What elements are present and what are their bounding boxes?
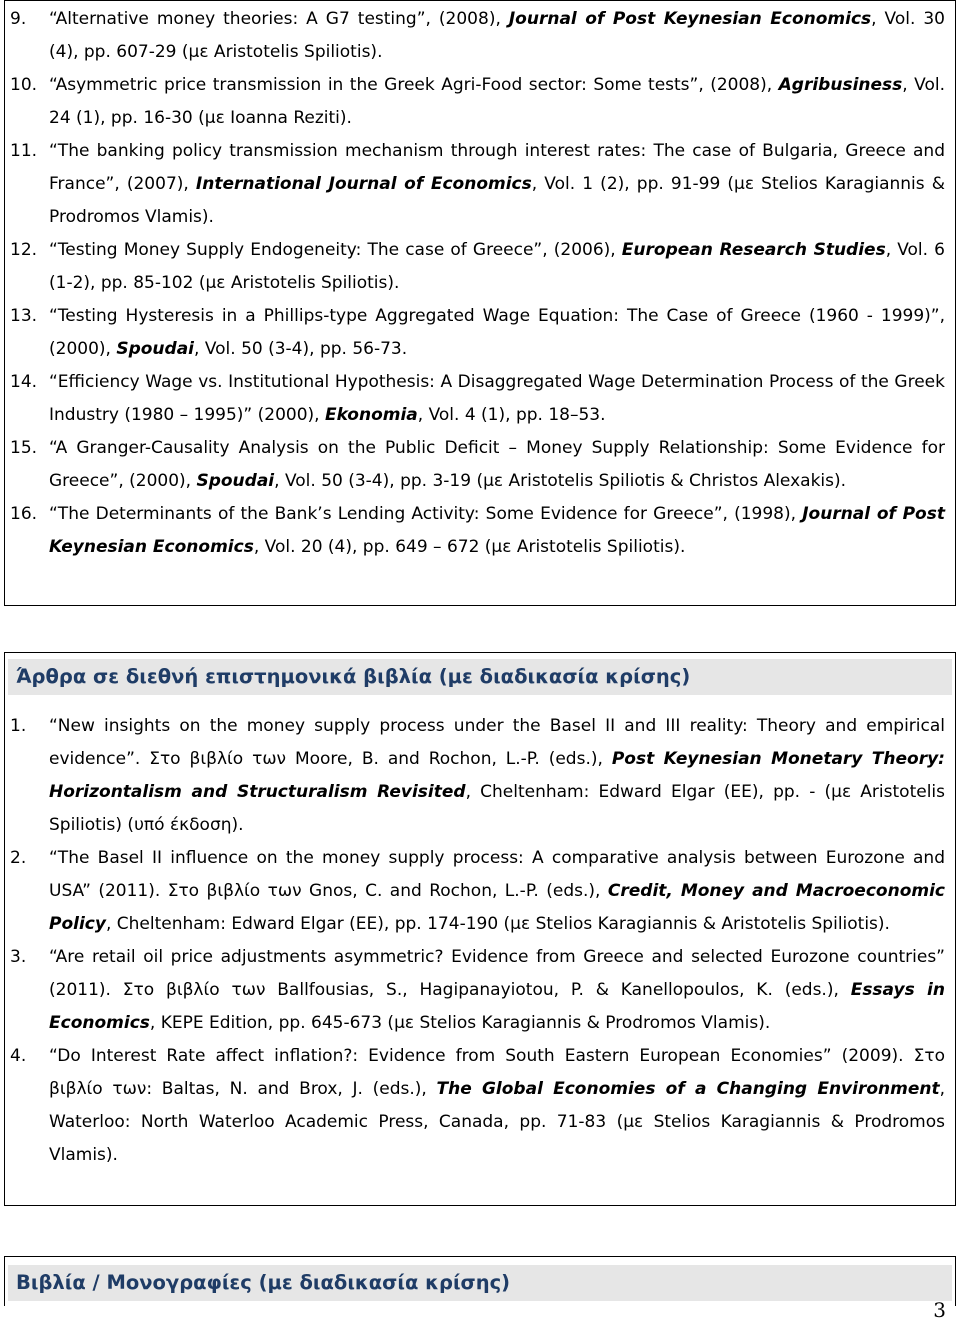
reference-details: , Vol. 30 (4), pp. 607-29 (με Aristotelis Spiliotis). — [49, 9, 946, 62]
reference-number: 15. — [10, 438, 38, 458]
reference-number: 11. — [10, 141, 38, 161]
reference-item — [5, 366, 955, 432]
reference-text: “Testing Money Supply Endogeneity: The case of Greece”, (2006), — [49, 240, 622, 260]
reference-details: , Vol. 24 (1), pp. 16-30 (με Ioanna Reziti). — [49, 75, 945, 128]
journal-articles-list — [5, 3, 955, 564]
reference-number: 12. — [10, 240, 38, 260]
reference-item — [5, 3, 955, 69]
reference-book-title: The Global Economies of a Changing Environment — [436, 1079, 940, 1099]
reference-text: “Asymmetric price transmission in the Greek Agri-Food sector: Some tests”, (2008), — [49, 75, 779, 95]
journal-articles-continued-box — [4, 0, 956, 606]
reference-item — [5, 941, 955, 1040]
page-number: 3 — [933, 1298, 946, 1322]
reference-item — [5, 432, 955, 498]
reference-text: “New insights on the money supply process under the Basel II and III reality: Theory and empirical evidence”. Στο βιβλίο των Moore, B. and Rochon, L.-P. (eds.), — [49, 716, 945, 769]
reference-item — [5, 135, 955, 234]
reference-item — [5, 710, 955, 842]
section-heading-book-chapters: Άρθρα σε διεθνή επιστημονικά βιβλία (με διαδικασία κρίσης) — [8, 659, 952, 695]
books-box — [4, 1256, 956, 1306]
reference-details: , Vol. 4 (1), pp. 18–53. — [417, 405, 606, 425]
reference-details: , Cheltenham: Edward Elgar (EE), pp. - (με Aristotelis Spiliotis) (υπό έκδοση). — [49, 782, 945, 835]
reference-number: 16. — [10, 504, 38, 524]
reference-details: , Vol. 50 (3-4), pp. 3-19 (με Aristotelis Spiliotis & Christos Alexakis). — [274, 471, 847, 491]
book-chapters-list — [5, 710, 955, 1172]
reference-book-title: Credit, Money and Macroeconomic Policy — [49, 881, 945, 934]
reference-text: “Efficiency Wage vs. Institutional Hypothesis: A Disaggregated Wage Determination Process of the Greek Industry (1980 – 1995)” (2000), — [49, 372, 945, 425]
reference-details: , Vol. 1 (2), pp. 91-99 (με Stelios Karagiannis & Prodromos Vlamis). — [49, 174, 946, 227]
reference-journal: Ekonomia — [324, 405, 418, 425]
reference-number: 4. — [10, 1046, 27, 1066]
reference-journal: Spoudai — [196, 471, 275, 491]
reference-details: , Vol. 50 (3-4), pp. 56-73. — [194, 339, 408, 359]
reference-text: “Testing Hysteresis in a Phillips-type Aggregated Wage Equation: The Case of Greece (1960 - 1999)”, (2000), — [49, 306, 945, 359]
reference-number: 1. — [10, 716, 27, 736]
reference-text: “Alternative money theories: A G7 testing”, (2008), — [49, 9, 509, 29]
reference-number: 9. — [10, 9, 27, 29]
reference-text: “The Determinants of the Bank’s Lending Activity: Some Evidence for Greece”, (1998), — [49, 504, 803, 524]
reference-journal: European Research Studies — [621, 240, 886, 260]
reference-details: , Cheltenham: Edward Elgar (EE), pp. 174-190 (με Stelios Karagiannis & Aristotelis Spiliotis). — [105, 914, 890, 934]
reference-item — [5, 234, 955, 300]
reference-text: “Do Interest Rate affect inflation?: Evidence from South Eastern European Economies” (2009). Στο βιβλίο των: Baltas, N. and Brox, J. (eds.), — [49, 1046, 945, 1099]
book-chapters-box — [4, 652, 956, 1206]
reference-item — [5, 300, 955, 366]
reference-item — [5, 498, 955, 564]
reference-details: , Waterloo: North Waterloo Academic Press, Canada, pp. 71-83 (με Stelios Karagiannis & Prodromos Vlamis). — [49, 1079, 945, 1165]
reference-item — [5, 69, 955, 135]
reference-text: “Are retail oil price adjustments asymmetric? Evidence from Greece and selected Eurozone countries” (2011). Στο βιβλίο των Ballfousias, S., Hagipanayiotou, P. & Kanellopoulos, K. (eds.), — [49, 947, 945, 1000]
reference-number: 13. — [10, 306, 38, 326]
reference-details: , KEPE Edition, pp. 645-673 (με Stelios Karagiannis & Prodromos Vlamis). — [149, 1013, 771, 1033]
reference-details: , Vol. 6 (1-2), pp. 85-102 (με Aristotelis Spiliotis). — [49, 240, 945, 293]
reference-text: “The Basel II influence on the money supply process: A comparative analysis between Eurozone and USA” (2011). Στο βιβλίο των Gnos, C. and Rochon, L.-P. (eds.), — [49, 848, 945, 901]
reference-text: “The banking policy transmission mechanism through interest rates: The case of Bulgaria, Greece and France”, (2007), — [49, 141, 945, 194]
reference-journal: Agribusiness — [778, 75, 903, 95]
section-heading-books: Βιβλία / Μονογραφίες (με διαδικασία κρίσης) — [8, 1265, 952, 1301]
reference-number: 2. — [10, 848, 27, 868]
reference-journal: Journal of Post Keynesian Economics — [49, 504, 945, 557]
reference-journal: International Journal of Economics — [195, 174, 532, 194]
reference-text: “A Granger-Causality Analysis on the Public Deficit – Money Supply Relationship: Some Evidence for Greece”, (2000), — [49, 438, 945, 491]
reference-book-title: Essays in Economics — [49, 980, 945, 1033]
reference-journal: Spoudai — [116, 339, 195, 359]
reference-number: 3. — [10, 947, 27, 967]
reference-journal: Journal of Post Keynesian Economics — [508, 9, 872, 29]
reference-details: , Vol. 20 (4), pp. 649 – 672 (με Aristotelis Spiliotis). — [253, 537, 686, 557]
reference-book-title: Post Keynesian Monetary Theory: Horizontalism and Structuralism Revisited — [49, 749, 945, 802]
reference-item — [5, 1040, 955, 1172]
reference-number: 14. — [10, 372, 38, 392]
reference-item — [5, 842, 955, 941]
reference-number: 10. — [10, 75, 38, 95]
